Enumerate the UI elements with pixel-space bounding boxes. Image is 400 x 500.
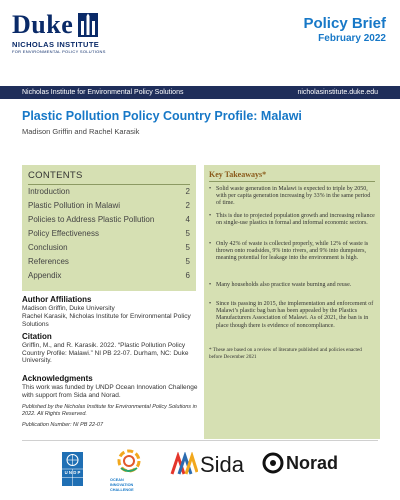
takeaways-heading: Key Takeaways* bbox=[209, 170, 267, 179]
key-takeaways-box bbox=[204, 165, 380, 439]
toc-entry-page: 2 bbox=[185, 201, 190, 210]
takeaway-item bbox=[209, 241, 375, 263]
bullet-icon: • bbox=[209, 282, 212, 288]
banner-url: nicholasinstitute.duke.edu bbox=[297, 89, 378, 96]
toc-entry-label: References bbox=[28, 257, 69, 266]
toc-entry[interactable] bbox=[28, 215, 190, 225]
toc-entry-label: Appendix bbox=[28, 271, 62, 280]
document-title: Plastic Pollution Policy Country Profile: Malawi bbox=[22, 109, 302, 123]
takeaway-text: Many households also practice waste burning and reuse. bbox=[216, 282, 352, 288]
toc-entry[interactable] bbox=[28, 201, 190, 211]
undp-label: U N D P bbox=[64, 470, 81, 475]
citation-text: Griffin, M., and R. Karasik. 2022. “Plastic Pollution Policy Country Profile: Malawi.” NI PB 22-07. Durham, NC: Duke University. bbox=[22, 342, 189, 364]
norad-wordmark: Norad bbox=[286, 453, 339, 473]
bullet-icon: • bbox=[209, 186, 212, 192]
toc-entry-page: 4 bbox=[185, 215, 190, 224]
contents-box bbox=[22, 165, 196, 291]
sida-logo-icon bbox=[170, 452, 198, 478]
citation-heading: Citation bbox=[22, 332, 52, 341]
acknowledgments-heading: Acknowledgments bbox=[22, 374, 93, 383]
affiliations-heading: Author Affiliations bbox=[22, 295, 92, 304]
publication-number: Publication Number: NI PB 22-07 bbox=[22, 422, 104, 428]
takeaway-text: Only 42% of waste is collected properly, while 12% of waste is thrown onto roadsides, 9% into rivers, and 9% into dumpsters, meaning potential for leakage into the environment is high. bbox=[216, 241, 369, 262]
toc-entry-label: Plastic Pollution in Malawi bbox=[28, 201, 121, 210]
toc-entry[interactable] bbox=[28, 229, 190, 239]
institute-name: NICHOLAS INSTITUTE bbox=[12, 40, 100, 49]
toc-entry[interactable] bbox=[28, 257, 190, 267]
banner-institute: Nicholas Institute for Environmental Policy Solutions bbox=[22, 89, 184, 96]
institute-subtitle: FOR ENVIRONMENTAL POLICY SOLUTIONS bbox=[12, 49, 106, 54]
institute-banner bbox=[0, 86, 400, 99]
toc-entry-label: Policies to Address Plastic Pollution bbox=[28, 215, 155, 224]
bullet-icon: • bbox=[209, 213, 212, 219]
takeaway-item bbox=[209, 301, 375, 330]
takeaways-divider bbox=[209, 181, 375, 182]
duke-chapel-icon bbox=[78, 13, 98, 37]
undp-logo-icon bbox=[62, 452, 83, 486]
toc-entry-page: 6 bbox=[185, 271, 190, 280]
toc-entry-label: Introduction bbox=[28, 187, 70, 196]
publisher-note: Published by the Nicholas Institute for Environmental Policy Solutions in 2022. All Rights Reserved. bbox=[22, 404, 197, 417]
toc-entry[interactable] bbox=[28, 271, 190, 281]
toc-entry[interactable] bbox=[28, 243, 190, 253]
duke-logo bbox=[12, 12, 73, 38]
norad-logo-icon bbox=[262, 450, 284, 476]
toc-entry-page: 5 bbox=[185, 243, 190, 252]
footer-divider bbox=[22, 440, 378, 441]
toc-entry-label: Conclusion bbox=[28, 243, 68, 252]
ocean-challenge-line: CHALLENGE bbox=[110, 488, 134, 492]
takeaway-text: Since its passing in 2015, the implementation and enforcement of Malawi’s plastic bag ban has been appealed by the Plastics Manufacturers Association of Malawi. As of 2021, the ban is in place though there is evidence of noncompliance. bbox=[216, 301, 374, 329]
contents-heading: CONTENTS bbox=[28, 170, 83, 181]
affiliation-line: Rachel Karasik, Nicholas Institute for Environmental Policy Solutions bbox=[22, 313, 191, 328]
toc-entry-page: 5 bbox=[185, 229, 190, 238]
takeaways-footnote: * These are based on a review of literature published and policies enacted before December 2021 bbox=[209, 347, 362, 360]
brief-date: February 2022 bbox=[318, 33, 386, 44]
duke-wordmark: Duke bbox=[12, 10, 74, 39]
takeaway-text: Solid waste generation in Malawi is expected to triple by 2050, with per capita generation increasing by 33% in the same period of time. bbox=[216, 186, 371, 207]
affiliation-line: Madison Griffin, Duke University bbox=[22, 305, 115, 312]
brief-type: Policy Brief bbox=[303, 15, 386, 32]
sida-wordmark: Sida bbox=[200, 452, 245, 477]
ocean-challenge-line: INNOVATION bbox=[110, 483, 134, 487]
toc-entry[interactable] bbox=[28, 187, 190, 197]
takeaway-item bbox=[209, 186, 375, 208]
contents-divider bbox=[28, 184, 190, 185]
toc-entry-page: 2 bbox=[185, 187, 190, 196]
toc-entry-label: Policy Effectiveness bbox=[28, 229, 99, 238]
bullet-icon: • bbox=[209, 241, 212, 247]
takeaway-item bbox=[209, 282, 375, 289]
acknowledgments-text: This work was funded by UNDP Ocean Innovation Challenge with support from Sida and Norad. bbox=[22, 384, 198, 399]
document-authors: Madison Griffin and Rachel Karasik bbox=[22, 127, 140, 136]
ocean-innovation-logo-icon bbox=[116, 448, 142, 476]
takeaway-text: This is due to projected population growth and increasing reliance on single-use plastics in formal and informal economic sectors. bbox=[216, 213, 375, 227]
takeaway-item bbox=[209, 213, 375, 227]
toc-entry-page: 5 bbox=[185, 257, 190, 266]
bullet-icon: • bbox=[209, 301, 212, 307]
ocean-challenge-line: OCEAN bbox=[110, 478, 124, 482]
